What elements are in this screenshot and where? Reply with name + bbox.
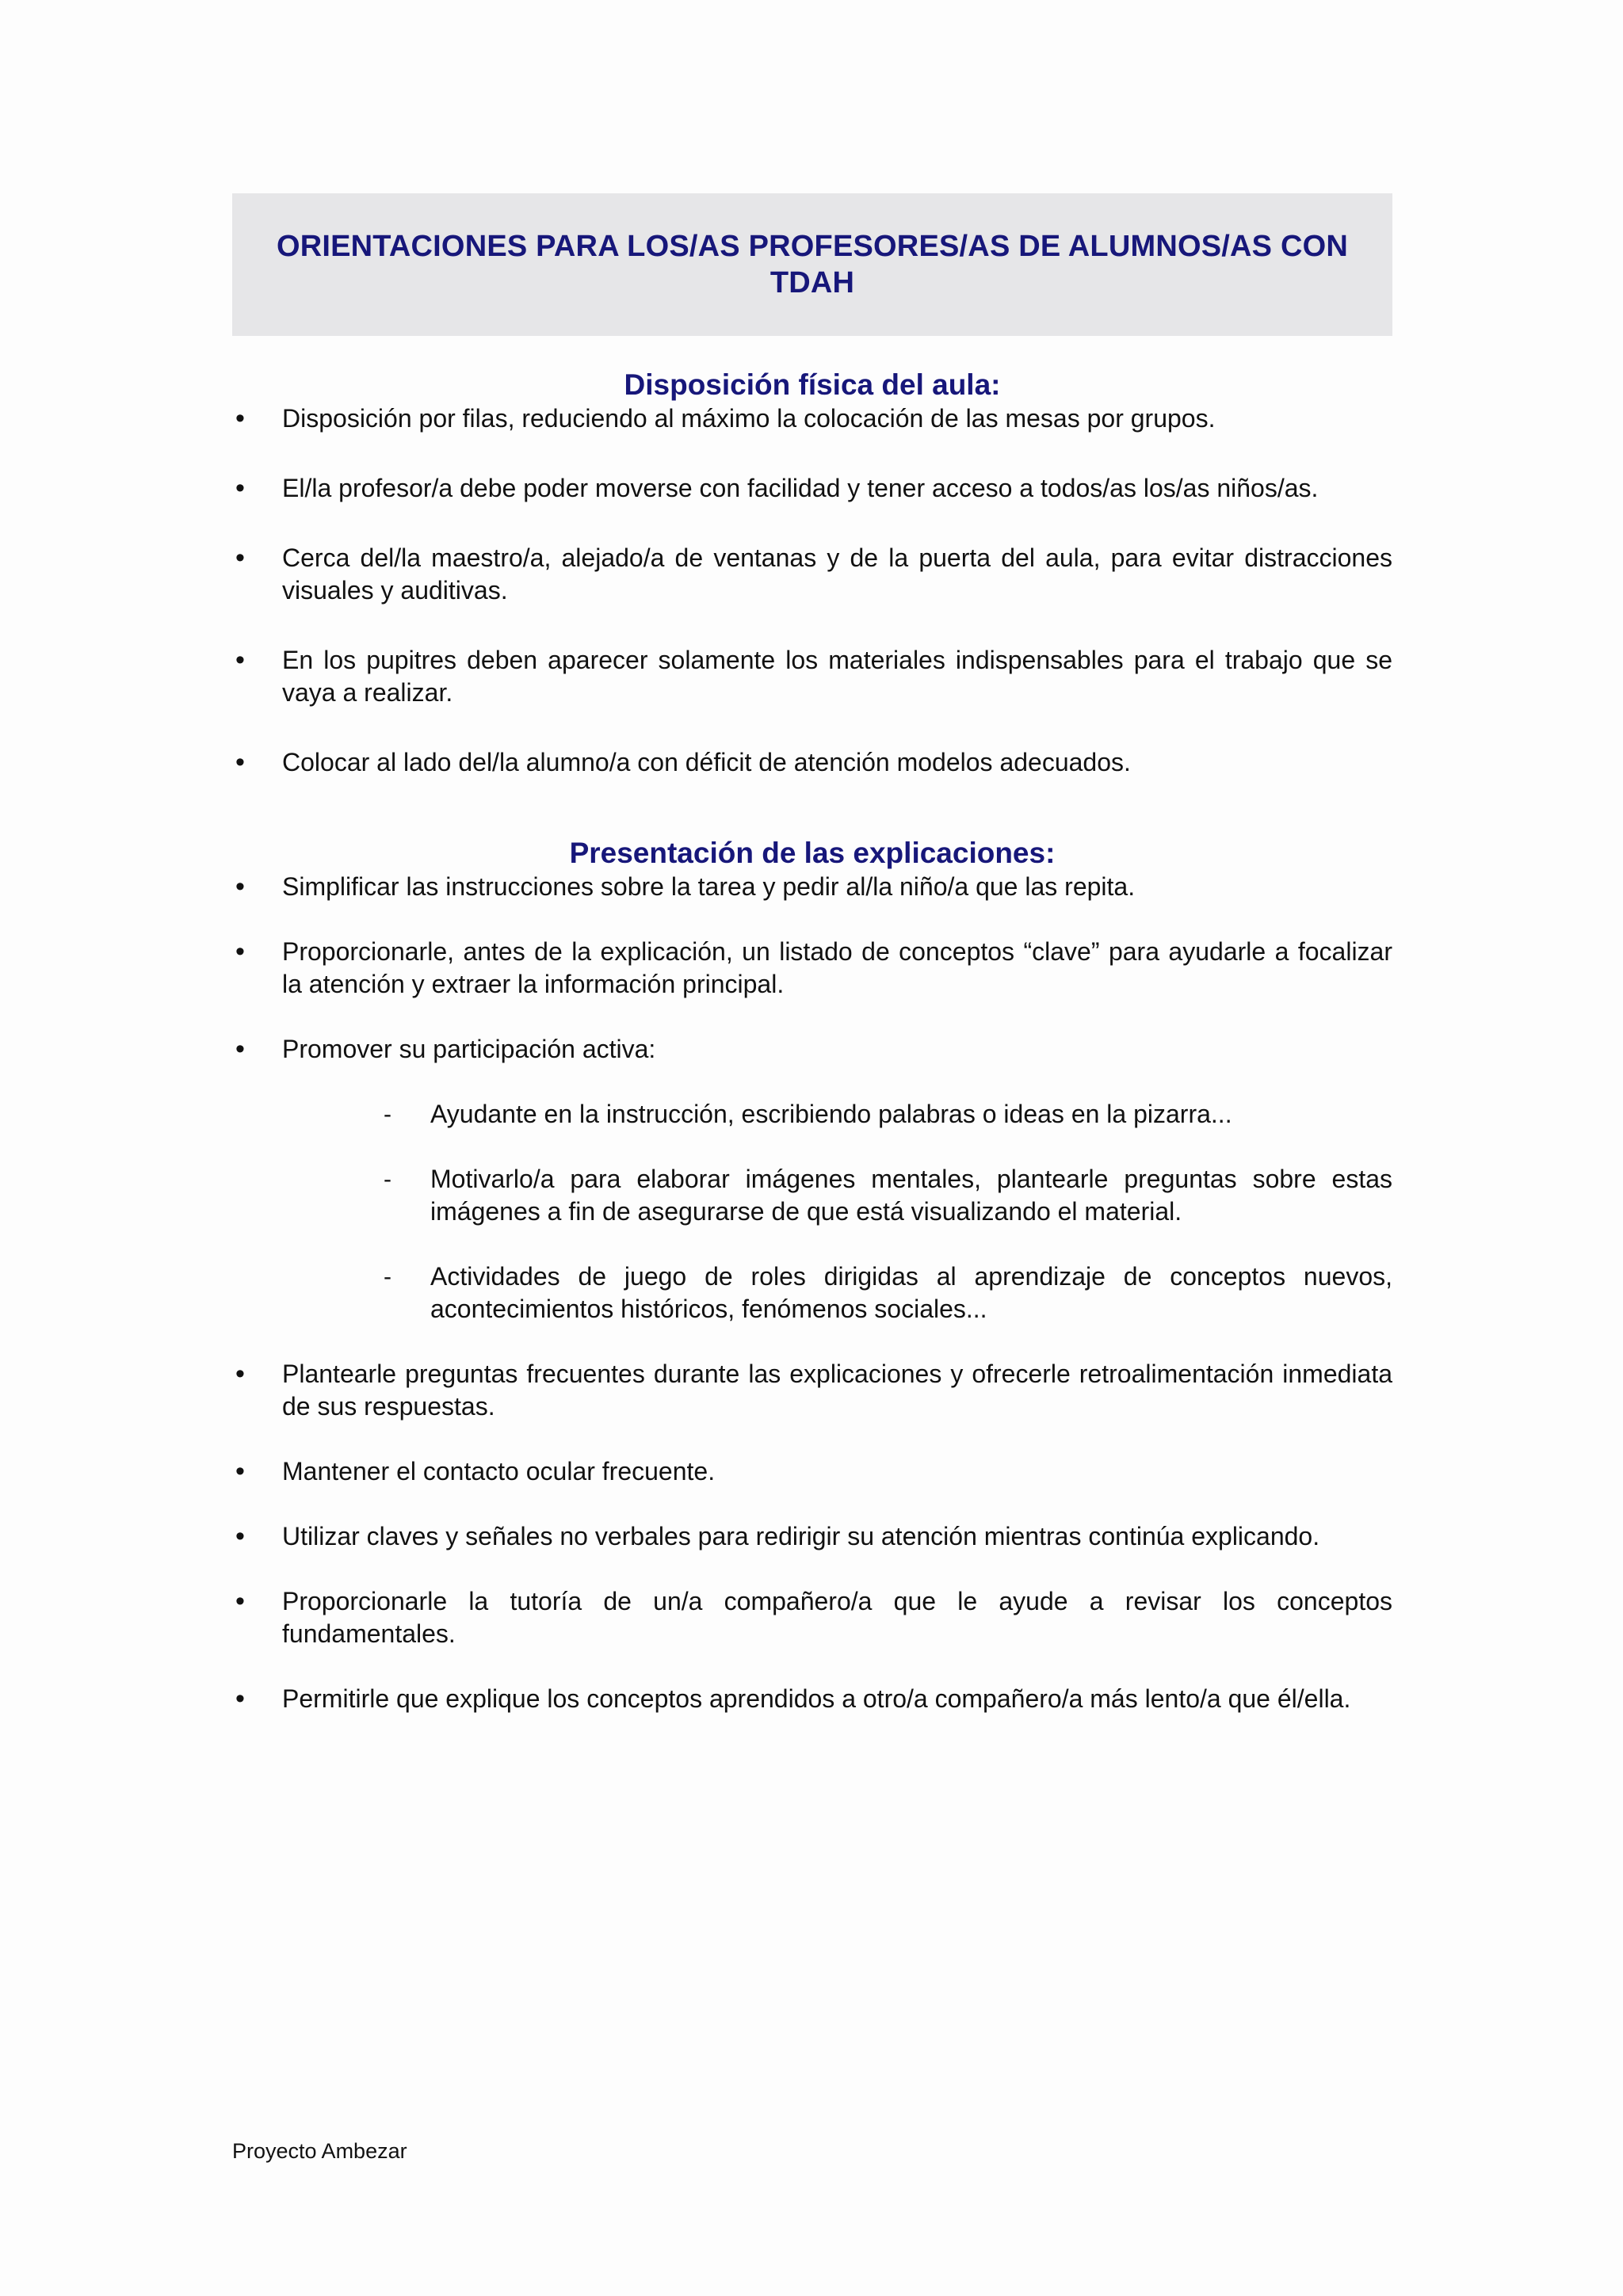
- list-item: [232, 472, 1392, 505]
- list-item-text: Utilizar claves y señales no verbales para redirigir su atención mientras continúa explicando.: [282, 1522, 1320, 1550]
- document-page: [232, 193, 1392, 1715]
- list-item: [232, 542, 1392, 607]
- list-item-text: Cerca del/la maestro/a, alejado/a de ventanas y de la puerta del aula, para evitar distracciones visuales y auditivas.: [282, 543, 1392, 605]
- dash-icon: -: [384, 1264, 391, 1290]
- list-item: [232, 1455, 1392, 1488]
- sub-list-item-text: Ayudante en la instrucción, escribiendo palabras o ideas en la pizarra...: [430, 1100, 1232, 1128]
- bullet-icon: •: [235, 1456, 245, 1486]
- list-item-text: Simplificar las instrucciones sobre la tarea y pedir al/la niño/a que las repita.: [282, 872, 1136, 901]
- bullet-icon: •: [235, 1521, 245, 1551]
- list-item: [232, 402, 1392, 435]
- bullet-icon: •: [235, 1684, 245, 1714]
- classroom-layout-list: [232, 402, 1392, 779]
- bullet-icon: •: [235, 871, 245, 902]
- sub-list-item: [232, 1098, 1392, 1131]
- sub-list-item: [232, 1261, 1392, 1325]
- bullet-icon: •: [235, 1034, 245, 1064]
- bullet-icon: •: [235, 543, 245, 573]
- list-item-text: Permitirle que explique los conceptos aprendidos a otro/a compañero/a más lento/a que él/ella.: [282, 1684, 1351, 1713]
- bullet-icon: •: [235, 645, 245, 675]
- dash-icon: -: [384, 1166, 391, 1192]
- bullet-icon: •: [235, 1586, 245, 1616]
- section-heading-explanations: Presentación de las explicaciones:: [569, 837, 1056, 869]
- list-item-text: El/la profesor/a debe poder moverse con facilidad y tener acceso a todos/as los/as niños/as.: [282, 474, 1319, 502]
- list-item-text: En los pupitres deben aparecer solamente los materiales indispensables para el trabajo que se vaya a realizar.: [282, 646, 1392, 707]
- list-item-text: Promover su participación activa:: [282, 1035, 656, 1063]
- list-item-text: Plantearle preguntas frecuentes durante las explicaciones y ofrecerle retroalimentación inmediata de sus respuestas.: [282, 1360, 1392, 1421]
- list-item: [232, 1520, 1392, 1553]
- dash-icon: -: [384, 1101, 391, 1127]
- list-item: [232, 644, 1392, 709]
- list-item: [232, 936, 1392, 1001]
- document-title: ORIENTACIONES PARA LOS/AS PROFESORES/AS DE ALUMNOS/AS CON TDAH: [276, 230, 1349, 299]
- list-item: [232, 1585, 1392, 1650]
- list-item-text: Colocar al lado del/la alumno/a con déficit de atención modelos adecuados.: [282, 748, 1131, 776]
- bullet-icon: •: [235, 1359, 245, 1389]
- bullet-icon: •: [235, 747, 245, 777]
- list-item: [232, 746, 1392, 779]
- sub-list-item-text: Actividades de juego de roles dirigidas al aprendizaje de conceptos nuevos, acontecimientos históricos, fenómenos sociales...: [430, 1262, 1392, 1323]
- list-item-text: Proporcionarle, antes de la explicación, un listado de conceptos “clave” para ayudarle a focalizar la atención y extraer la información principal.: [282, 937, 1392, 998]
- sub-list-item: [232, 1163, 1392, 1228]
- bullet-icon: •: [235, 473, 245, 503]
- footer-text: Proyecto Ambezar: [232, 2139, 407, 2163]
- bullet-icon: •: [235, 403, 245, 433]
- section-heading-classroom-layout: Disposición física del aula:: [624, 368, 1001, 401]
- list-item: [232, 1033, 1392, 1066]
- list-item-text: Mantener el contacto ocular frecuente.: [282, 1457, 716, 1486]
- sub-list-item-text: Motivarlo/a para elaborar imágenes mentales, plantearle preguntas sobre estas imágenes a fin de asegurarse de que está visualizando el material.: [430, 1165, 1392, 1226]
- title-banner: [232, 193, 1392, 336]
- list-item-text: Disposición por filas, reduciendo al máximo la colocación de las mesas por grupos.: [282, 404, 1216, 433]
- list-item: [232, 871, 1392, 903]
- list-item: [232, 1358, 1392, 1423]
- list-item: [232, 1683, 1392, 1715]
- list-item-text: Proporcionarle la tutoría de un/a compañero/a que le ayude a revisar los conceptos fundamentales.: [282, 1587, 1392, 1648]
- bullet-icon: •: [235, 936, 245, 967]
- explanations-list: [232, 871, 1392, 1715]
